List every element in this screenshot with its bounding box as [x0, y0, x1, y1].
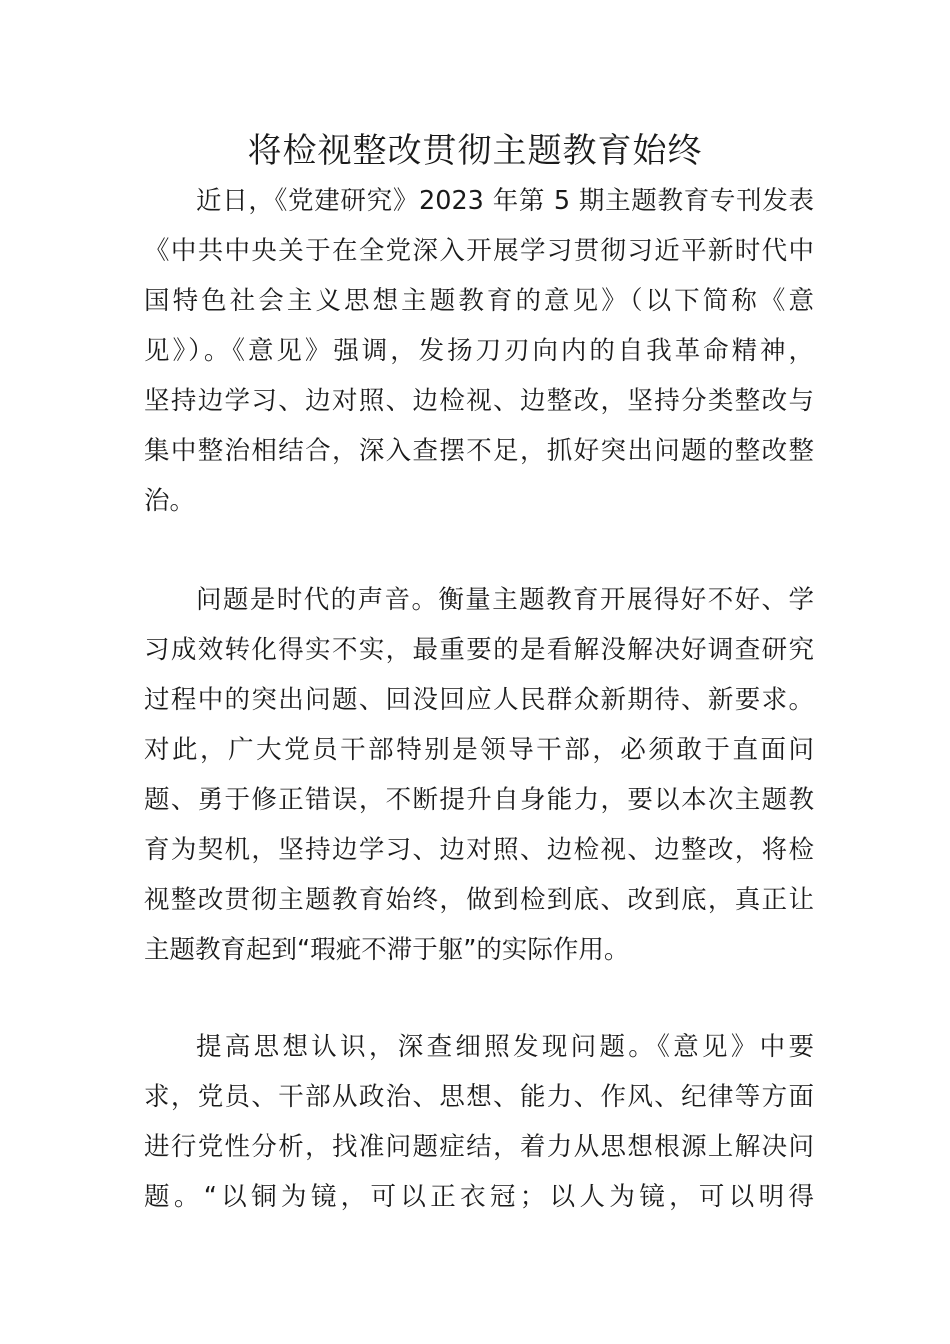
text-line: 习成效转化得实不实，最重要的是看解没解决好调查研究: [144, 635, 814, 665]
text-line: 见》）。《意见》强调，发扬刀刃向内的自我革命精神，: [144, 336, 814, 366]
text-line: 治。: [144, 486, 196, 516]
text-line: 题。“以铜为镜，可以正衣冠；以人为镜，可以明得: [144, 1182, 814, 1212]
text-line: 过程中的突出问题、回没回应人民群众新期待、新要求。: [144, 685, 814, 715]
paragraph-3: [144, 1022, 814, 1222]
text-line: 《中共中央关于在全党深入开展学习贯彻习近平新时代中: [144, 236, 814, 266]
text-line: 问题是时代的声音。衡量主题教育开展得好不好、学: [196, 585, 814, 615]
text-line: 求，党员、干部从政治、思想、能力、作风、纪律等方面: [144, 1082, 814, 1112]
paragraph-2: [144, 575, 814, 975]
paragraph-1: [144, 176, 814, 526]
document-title: 将检视整改贯彻主题教育始终: [247, 131, 703, 171]
text-line: 进行党性分析，找准问题症结，着力从思想根源上解决问: [144, 1132, 814, 1162]
text-line: 题、勇于修正错误，不断提升自身能力，要以本次主题教: [144, 785, 814, 815]
text-line: 视整改贯彻主题教育始终，做到检到底、改到底，真正让: [144, 885, 814, 915]
text-line: 国特色社会主义思想主题教育的意见》（以下简称《意: [144, 286, 814, 316]
text-line: 育为契机，坚持边学习、边对照、边检视、边整改，将检: [144, 835, 814, 865]
text-line: 对此，广大党员干部特别是领导干部，必须敢于直面问: [144, 735, 814, 765]
text-line: 集中整治相结合，深入查摆不足，抓好突出问题的整改整: [144, 436, 814, 466]
text-line: 近日，《党建研究》2023 年第 5 期主题教育专刊发表: [196, 186, 814, 216]
text-line: 提高思想认识，深查细照发现问题。《意见》中要: [196, 1032, 814, 1062]
text-line: 主题教育起到“瑕疵不滞于躯”的实际作用。: [144, 935, 630, 965]
text-line: 坚持边学习、边对照、边检视、边整改，坚持分类整改与: [144, 386, 814, 416]
